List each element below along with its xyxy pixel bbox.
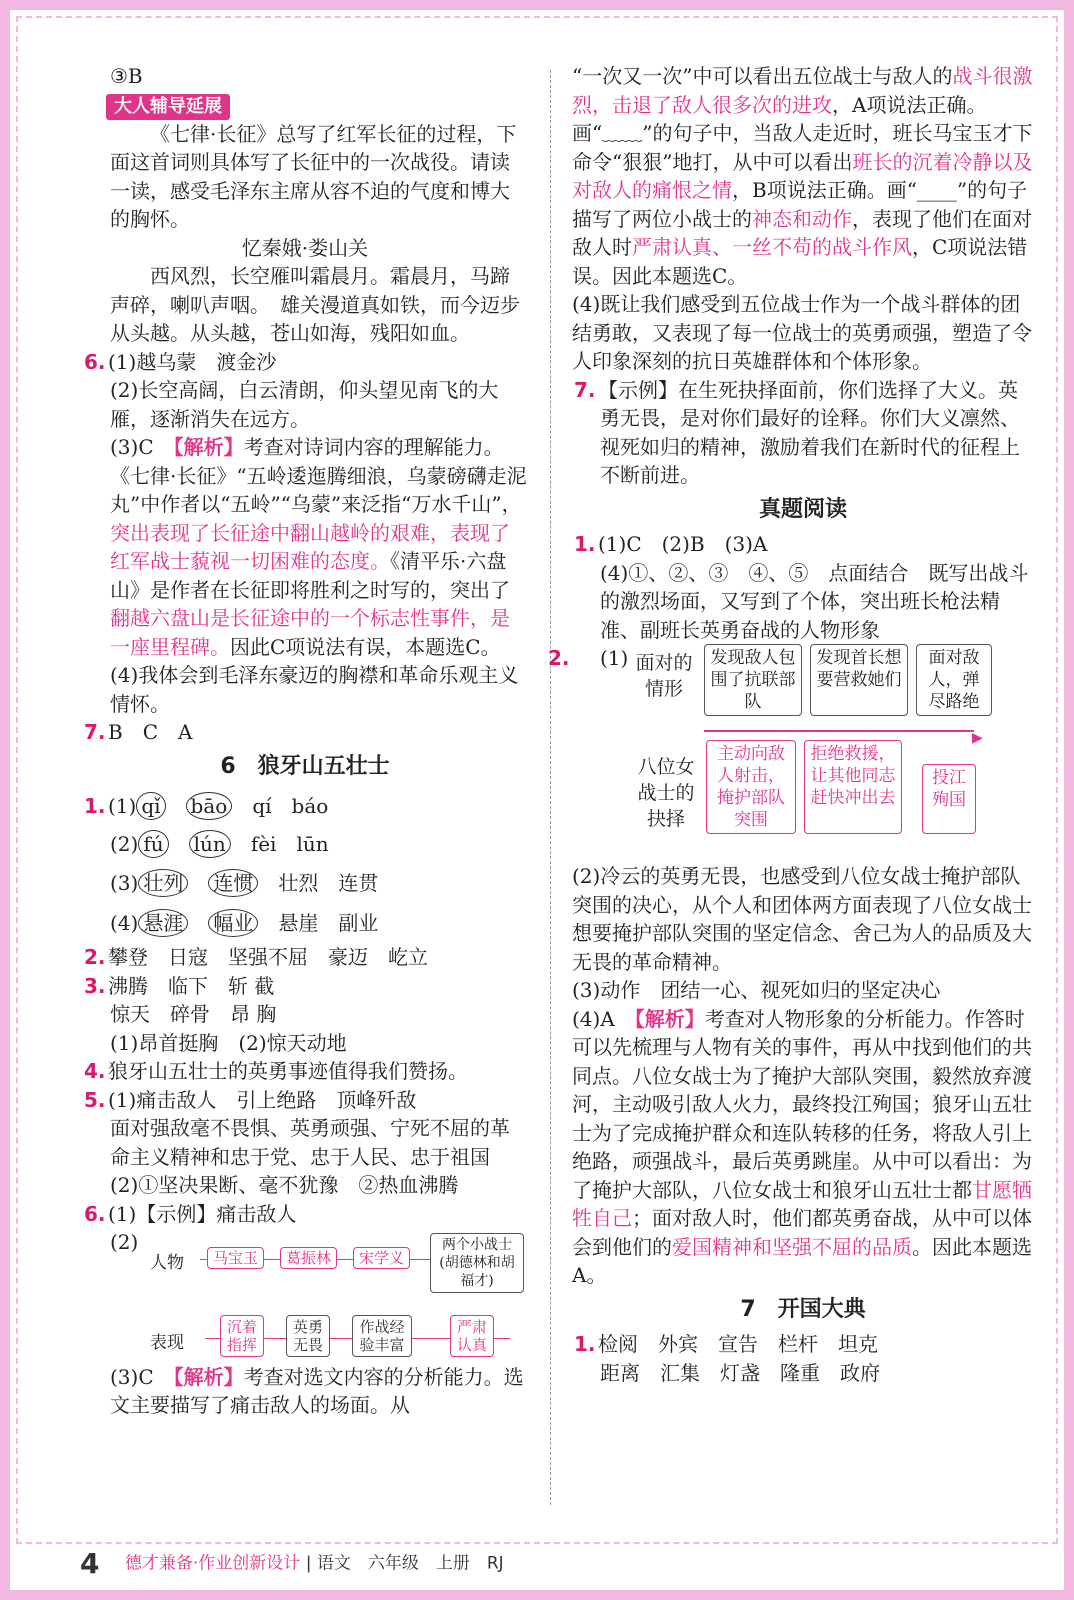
a5-part1b: 面对强敌毫不畏惧、英勇顽强、宁死不屈的革命主义精神和忠于党、忠于人民、忠于祖国 [110, 1116, 510, 1169]
a1-row4 [82, 903, 528, 943]
a1-row3-w3: 壮烈 [278, 871, 319, 895]
diagram-label-choice: 八位女战士的抉择 [637, 756, 695, 830]
r7-number: 7. [574, 377, 596, 402]
a1-row3-w1: 壮列 [138, 869, 188, 897]
k1-number: 1. [574, 1332, 596, 1356]
timeline-arrow [704, 730, 974, 732]
behavior-tag: 严肃认真 [450, 1315, 494, 1357]
z2-analysis-a: 考查对人物形象的分析能力。作答时可以先梳理与人物有关的事件，再从中找到他们的共同点。八位女战士为了掩护大部队突围，毅然放弃渡河，主动吸引敌人火力，最终投江殉国；狼牙山五壮士为了完成掩护群众和连队转移的任务，将敌人引上绝路，顽强战斗，最后英勇跳崖。从中可以看出：为了掩护大部队，八位女战士和狼牙山五壮士都 [572, 1006, 1032, 1202]
a4-number: 4. [84, 1059, 106, 1083]
k1-row1: 检阅 外宾 宣告 栏杆 坦克 [598, 1332, 878, 1356]
choice-row [706, 740, 976, 834]
q6-analysis-c: 因此C项说法有误，本题选C。 [230, 634, 501, 659]
a1-row4-w2: 幅业 [208, 909, 258, 937]
a1-row1 [82, 787, 528, 825]
r7-line [572, 376, 1034, 490]
a2-line [82, 943, 528, 972]
a1-row3-label: (3) [110, 871, 139, 895]
a6-number: 6. [84, 1201, 106, 1226]
choice-diagram [548, 644, 1034, 862]
right-column [548, 62, 1034, 1387]
answer-3b: ③B [110, 64, 143, 88]
left-column [82, 62, 528, 1420]
a4-answer: 狼牙山五壮士的英勇事迹值得我们赞扬。 [108, 1059, 468, 1083]
a1-row1-w3: qí [252, 794, 272, 818]
a6-part3 [82, 1363, 528, 1420]
r-text5: ，C项说法错误。因此本题选C。 [572, 235, 1028, 288]
q6-number: 6. [84, 349, 106, 374]
q6-analysis-highlight1: 突出表现了长征途中翻山越岭的艰难，表现了红军战士藐视一切困难的态度。 [110, 520, 510, 573]
column-divider [550, 70, 551, 1505]
a5-line1 [82, 1086, 528, 1115]
choice-box: 拒绝救援，让其他同志赶快冲出去 [804, 740, 902, 834]
a3-line1 [82, 972, 528, 1001]
a1-row2 [82, 825, 528, 863]
behavior-tag: 英勇无畏 [286, 1315, 330, 1357]
a6-analysis: 考查对选文内容的分析能力。选文主要描写了痛击敌人的场面。从 [110, 1364, 524, 1417]
zhenti-title: 真题阅读 [758, 496, 847, 522]
footer-info: | 语文 六年级 上册 RJ [305, 1553, 504, 1574]
q6-part1: (1)越乌蒙 渡金沙 [108, 349, 277, 374]
r-part4: (4)既让我们感受到五位战士作为一个战斗群体的团结勇敢，又表现了每一位战士的英勇顽强，塑造了令人印象深刻的抗日英雄群体和个体形象。 [572, 292, 1032, 373]
person-tag: 葛振林 [280, 1247, 337, 1269]
choice-box: 主动向敌人射击，掩护部队突围 [706, 740, 796, 834]
q7-answer: B C A [108, 720, 193, 744]
a1-row3 [82, 863, 528, 903]
a1-row3-w4: 连贯 [338, 871, 379, 895]
r-text1: “一次又一次”中可以看出五位战士与敌人的 [572, 64, 953, 88]
behavior-tag: 沉着指挥 [220, 1315, 264, 1357]
r-highlight1: 战斗很激烈，击退了敌人很多次的进攻 [572, 64, 1033, 117]
r-text3: ，B项说法正确。画“____”的句子描写了两位小战士的 [572, 178, 1028, 231]
q6-analysis-a: 考查对诗词内容的理解能力。《七律·长征》“五岭逶迤腾细浪，乌蒙磅礴走泥丸”中作者以“五岭”“乌蒙”来泛指“万水千山”， [110, 435, 527, 516]
a1-row2-w3: fèi [250, 832, 277, 856]
q6-part2: (2)长空高阔，白云清朗，仰头望见南飞的大雁，逐渐消失在远方。 [110, 378, 499, 431]
z2-part2: (2)冷云的英勇无畏，也感受到八位女战士掩护部队突围的决心，从个人和团体两方面表现了八位女战士想要掩护部队突围的坚定信念、舍己为人的品质及大无畏的革命精神。 [572, 864, 1032, 974]
a1-row4-w1: 悬涯 [138, 909, 188, 937]
analysis-label: 【解析】 [173, 1364, 244, 1389]
behavior-tag: 作战经验丰富 [352, 1315, 412, 1357]
choice-box: 投江殉国 [922, 764, 976, 834]
a1-row1-label: (1) [108, 794, 137, 818]
z2-part4 [572, 1005, 1034, 1290]
z2-part1-label: (1) [600, 646, 629, 670]
a1-row4-w3: 悬崖 [278, 911, 319, 935]
a1-number: 1. [84, 794, 106, 818]
z2-part4-answer: (4)A [572, 1006, 615, 1031]
a1-row1-w4: báo [291, 794, 329, 818]
diagram-label-situation: 面对的情形 [635, 652, 693, 700]
person-tag: 宋学义 [353, 1247, 410, 1269]
q6-line1 [82, 348, 528, 377]
r-text4: ，表现了他们在面对敌人时 [572, 206, 1032, 259]
a4-line [82, 1057, 528, 1086]
lesson7-title: 7 开国大典 [740, 1296, 866, 1322]
arrow-head-icon: ▶ [972, 730, 983, 746]
person-tag-last: 两个小战士(胡德林和胡福才) [430, 1233, 524, 1293]
a1-row3-w2: 连惯 [208, 869, 258, 897]
poem-title: 忆秦娥·娄山关 [241, 235, 369, 260]
a6-part1: (1)【示例】痛击敌人 [108, 1201, 297, 1226]
analysis-label: 【解析】 [634, 1006, 705, 1031]
r-highlight2: 班长的沉着冷静以及对敌人的痛恨之情 [572, 149, 1033, 202]
a5-part2: (2)①坚决果断、毫不犹豫 ②热血沸腾 [110, 1173, 459, 1197]
q6-analysis-highlight2: 翻越六盘山是长征途中的一个标志性事件，是一座里程碑。 [110, 606, 510, 659]
a1-row2-w1: fú [138, 830, 168, 858]
diagram-behavior-row [218, 1315, 496, 1357]
situation-box: 发现首长想要营救她们 [810, 644, 908, 716]
z2-part3: (3)动作 团结一心、视死如归的坚定决心 [572, 978, 941, 1002]
lesson6-title: 6 狼牙山五壮士 [220, 753, 390, 779]
page-number: 4 [80, 1547, 100, 1580]
q7-number: 7. [84, 720, 106, 744]
diagram-label-behavior: 表现 [150, 1332, 184, 1353]
r7-answer: 【示例】在生死抉择面前，你们选择了大义。英勇无畏，是对你们最好的诠释。你们大义凛然、视死如归的精神，激励着我们在新时代的征程上不断前进。 [598, 377, 1020, 487]
z2-highlight2: 爱国精神和坚强不屈的品质 [672, 1234, 912, 1259]
a1-row1-w2: bāo [186, 792, 233, 820]
q6-part3 [82, 433, 528, 661]
page-footer [80, 1547, 504, 1580]
a1-row4-w4: 副业 [338, 911, 379, 935]
q6-part4: (4)我体会到毛泽东豪迈的胸襟和革命乐观主义情怀。 [110, 663, 519, 716]
situation-box: 面对敌人，弹尽路绝 [916, 644, 992, 716]
a1-row4-label: (4) [110, 911, 139, 935]
diagram-label-people: 人物 [150, 1252, 184, 1273]
a5-part1: (1)痛击敌人 引上绝路 顶峰歼敌 [108, 1087, 417, 1112]
q7-line [82, 718, 528, 747]
extension-badge: 大人辅导延展 [106, 94, 230, 120]
person-tag: 马宝玉 [207, 1247, 264, 1269]
a3-row2: 惊天 碎骨 昂 胸 [110, 1002, 277, 1026]
analysis-label: 【解析】 [173, 435, 244, 459]
k1-line1 [572, 1330, 1034, 1359]
z2-analysis-c: 。因此本题选A。 [572, 1234, 1032, 1287]
z1-part4: (4)①、②、③ ④、⑤ 点面结合 既写出战斗的激烈场面，又写到了个体，突出班长枪法精准、副班长英勇奋战的人物形象 [600, 560, 1029, 642]
r-text2: ，A项说法正确。画“﹏﹏”的句子中，当敌人走近时，班长马宝玉才下命令“狠狠”地打，从中可以看出 [572, 92, 1033, 174]
k1-row2: 距离 汇集 灯盏 隆重 政府 [600, 1360, 880, 1385]
q6-part3-answer: (3)C [110, 435, 154, 459]
a5-number: 5. [84, 1087, 106, 1112]
z1-number: 1. [574, 532, 596, 556]
r-highlight3: 神态和动作 [752, 206, 852, 231]
z2-analysis-b: ；面对敌人时，他们都英勇奋战，从中可以体会到他们的 [572, 1206, 1032, 1259]
a6-part2-label: (2) [110, 1230, 139, 1254]
z1-line1 [572, 530, 1034, 559]
a1-row2-w2: lún [189, 830, 231, 858]
character-diagram [110, 1235, 528, 1359]
r-analysis-continued [572, 62, 1034, 290]
z1-part1: (1)C (2)B (3)A [598, 532, 768, 556]
footer-brand: 德才兼备·作业创新设计 [124, 1553, 301, 1574]
a3-row3: (1)昂首挺胸 (2)惊天动地 [110, 1030, 347, 1055]
a2-number: 2. [84, 945, 106, 969]
r-highlight4: 严肃认真、一丝不苟的战斗作风 [632, 235, 912, 259]
a6-line1 [82, 1200, 528, 1229]
a1-row1-w1: qǐ [136, 792, 165, 820]
a6-part3-answer: (3)C [110, 1364, 154, 1389]
extension-badge-row [106, 91, 528, 120]
situation-row [704, 644, 992, 716]
a3-row1: 沸腾 临下 斩 截 [108, 973, 275, 998]
z2-number: 2. [548, 646, 570, 670]
diagram-people-row [205, 1247, 412, 1269]
poem-body: 西风烈，长空雁叫霜晨月。霜晨月，马蹄声碎，喇叭声咽。 雄关漫道真如铁，而今迈步从头越。从头越，苍山如海，残阳如血。 [110, 264, 520, 345]
situation-box: 发现敌人包围了抗联部队 [704, 644, 802, 716]
a3-number: 3. [84, 973, 106, 998]
a1-row2-label: (2) [110, 832, 139, 856]
z2-highlight1: 甘愿牺牲自己 [572, 1177, 1032, 1230]
q6-analysis-b: 《清平乐·六盘山》是作者在长征即将胜利之时写的，突出了 [110, 549, 510, 602]
a2-answer: 攀登 日寇 坚强不屈 豪迈 屹立 [108, 945, 428, 969]
extension-intro: 《七律·长征》总写了红军长征的过程，下面这首词则具体写了长征中的一次战役。请读一读，感受毛泽东主席从容不迫的气度和博大的胸怀。 [110, 121, 517, 231]
a1-row2-w4: lūn [296, 832, 329, 856]
